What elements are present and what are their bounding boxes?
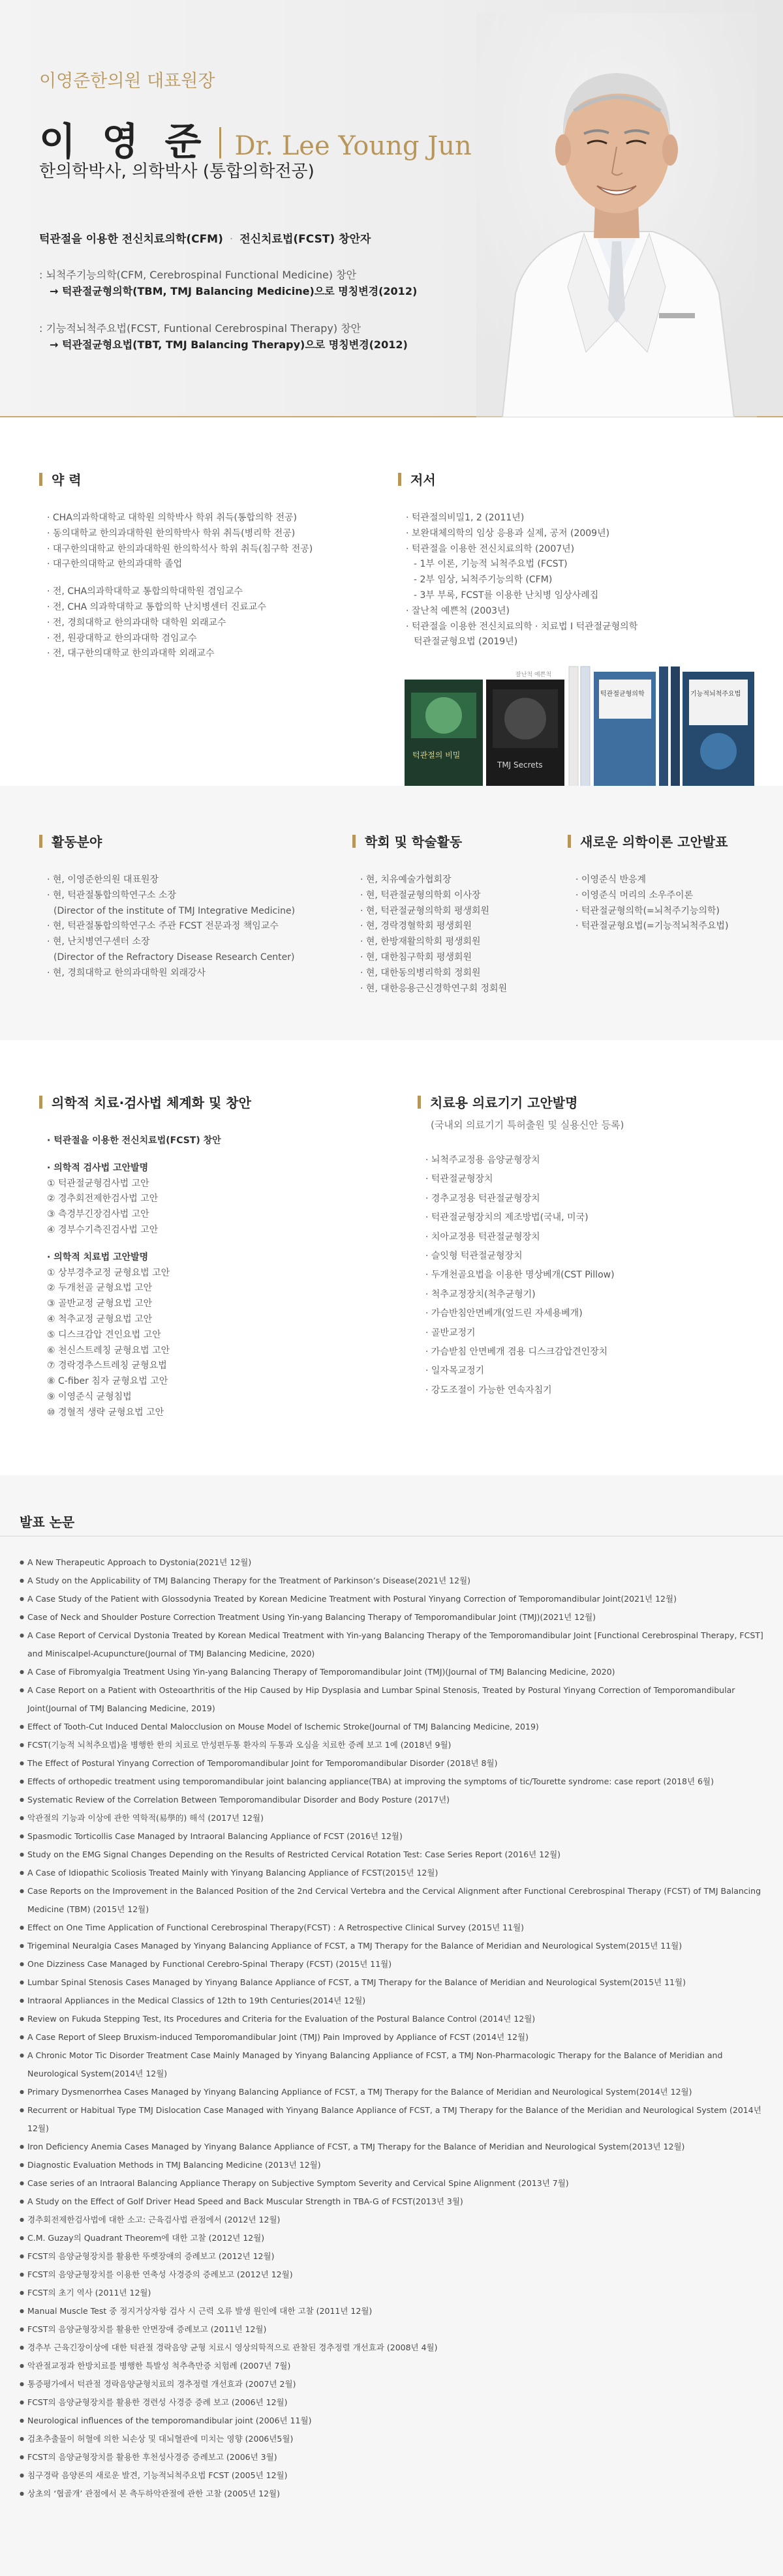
section-mark	[568, 835, 571, 848]
note-fcst-rename: → 턱관절균형요법(TBT, TMJ Balancing Therapy)으로 명칭변경(2012)	[50, 338, 408, 351]
publication-item: ● A Chronic Motor Tic Disorder Treatment Case Mainly Managed by Yinyang Balancing Appliance of FCST, a TMJ Non-Pharmacologic Therapy for the Balance of Meridian and Neurological System(2014년 12월)	[20, 2046, 763, 2083]
publication-item: ● Case of Neck and Shoulder Posture Correction Treatment Using Yin-yang Balancing Therapy of Temporomandibular Joint (TMJ)(2021년 12월)	[20, 1608, 763, 1626]
publications-title: 발표 논문	[20, 1514, 75, 1530]
hero-note-fcst	[39, 321, 408, 353]
career-books-section	[0, 419, 783, 784]
publication-item: ● Diagnostic Evaluation Methods in TMJ Balancing Medicine (2013년 12월)	[20, 2156, 763, 2174]
publication-item: ● Manual Muscle Test 중 정지거상자항 검사 시 근력 오류 발생 원인에 대한 고찰 (2011년 12월)	[20, 2302, 763, 2320]
exam-item: ④ 경부수기측진검사법 고안	[47, 1224, 159, 1235]
career-item: · 전, 경희대학교 한의과대학 대학원 외래교수	[47, 617, 226, 628]
publication-item: ● Effect on One Time Application of Functional Cerebrospinal Therapy(FCST) : A Retrospective Clinical Survey (2015년 11월)	[20, 1919, 763, 1937]
activity-column	[39, 831, 333, 981]
tagline-cfm: 턱관절을 이용한 전신치료의학(CFM)	[39, 233, 223, 246]
activity-item: · 현, 턱관절통합의학연구소 소장	[47, 890, 177, 901]
book-cover-title: 턱관절균형의학	[600, 691, 645, 698]
book-item: - 1부 이론, 기능적 뇌척주요법 (FCST)	[414, 559, 568, 570]
device-item: · 두개천골요법을 이용한 명상베개(CST Pillow)	[425, 1270, 615, 1281]
systems-lead: · 턱관절을 이용한 전신치료법(FCST) 창안	[47, 1135, 221, 1146]
section-mark	[39, 473, 42, 486]
treat-item: ⑧ C-fiber 침자 균형요법 고안	[47, 1376, 168, 1387]
device-item: · 치아교정용 턱관절균형장치	[425, 1231, 540, 1242]
treat-item: ① 상부경추교정 균형요법 고안	[47, 1267, 170, 1278]
activity-item: (Director of the institute of TMJ Integrative Medicine)	[54, 905, 296, 916]
device-item: · 척추교정장치(척추균형기)	[425, 1289, 536, 1300]
activity-item: · 현, 난치병연구센터 소장	[47, 936, 150, 948]
devices-list	[418, 1151, 770, 1400]
publication-item: ● FCST(기능적 뇌척추요법)을 병행한 한의 치료로 만성편두통 환자의 두통과 오심을 치료한 증례 보고 1예 (2018년 9월)	[20, 1736, 763, 1754]
devices-column	[418, 1092, 770, 1400]
career-list	[39, 511, 392, 662]
publication-item: ● Intraoral Appliances in the Medical Classics of 12th to 19th Centuries(2014년 12월)	[20, 1992, 763, 2010]
systems-column	[39, 1092, 392, 1421]
activity-item: · 현, 경희대학교 한의과대학원 외래강사	[47, 967, 206, 978]
publication-item: ● A Case of Idiopathic Scoliosis Treated Mainly with Yinyang Balancing Appliance of FCST(2015년 12월)	[20, 1864, 763, 1882]
career-item: · 대구한의대학교 한의과대학원 한의학석사 학위 취득(침구학 전공)	[47, 543, 313, 554]
book-covers-image	[398, 660, 763, 797]
publication-item: ● FCST의 음양균형장치를 활용한 경련성 사경증 증례 보고 (2006년 12월)	[20, 2393, 763, 2412]
device-item: · 턱관절균형장치	[425, 1174, 493, 1185]
society-item: · 현, 대한침구학회 평생회원	[360, 951, 472, 963]
publication-item: ● Iron Deficiency Anemia Cases Managed by Yinyang Balance Appliance of FCST, a TMJ Therapy for the Balance of Meridian and Neurological System(2013년 12월)	[20, 2138, 763, 2156]
systems-gap	[47, 1149, 392, 1161]
books-title: 저서	[398, 470, 763, 488]
books-column	[398, 470, 763, 650]
society-item: · 현, 대한응용근신경학연구회 정회원	[360, 983, 508, 994]
invention-item: · 이영준식 반응계	[576, 875, 647, 885]
treat-item: ③ 골반교정 균형요법 고안	[47, 1298, 153, 1310]
device-item: · 슬잇형 턱관절균형장치	[425, 1250, 523, 1261]
doctor-portrait	[476, 13, 757, 417]
publication-item: ● Study on the EMG Signal Changes Depending on the Results of Restricted Cervical Rotation Test: Case Series Report (2016년 12월)	[20, 1846, 763, 1864]
name-english: Dr. Lee Young Jun	[234, 131, 472, 161]
career-item: · 대구한의대학교 한의과대학 졸업	[47, 559, 183, 570]
career-title: 약 력	[39, 470, 392, 488]
invention-item: · 턱관절균형의학(=뇌척주기능의학)	[576, 905, 720, 916]
device-item: · 강도조절이 가능한 연속자침기	[425, 1385, 552, 1396]
book-cover-title: 잘난척 예쁜척	[515, 672, 552, 678]
hero-tagline	[39, 230, 371, 246]
activity-title: 활동분야	[39, 831, 333, 850]
publication-item: ● One Dizziness Case Managed by Functional Cerebro-Spinal Therapy (FCST) (2015년 11월)	[20, 1955, 763, 1973]
publication-item: ● Effect of Tooth-Cut Induced Dental Malocclusion on Mouse Model of Ischemic Stroke(Journal of TMJ Balancing Medicine, 2019)	[20, 1718, 763, 1736]
exam-item: ② 경추회전제한검사법 고안	[47, 1193, 159, 1205]
career-item: · 전, 대구한의대학교 한의과대학 외래교수	[47, 648, 215, 659]
career-item: · 동의대학교 한의과대학원 한의학박사 학위 취득(병리학 전공)	[47, 528, 296, 539]
section-mark	[352, 835, 356, 848]
activity-item: · 현, 이영준한의원 대표원장	[47, 875, 159, 885]
systems-devices-section	[0, 1043, 783, 1474]
societies-list	[352, 873, 548, 996]
publication-item: ● FCST의 초기 역사 (2011년 12월)	[20, 2284, 763, 2302]
career-item: · CHA의과학대학교 대학원 의학박사 학위 취득(통합의학 전공)	[47, 513, 298, 523]
publication-item: ● The Effect of Postural Yinyang Correction of Temporomandibular Joint for Temporomandibular Disorder (2018년 8월)	[20, 1754, 763, 1773]
systems-title: 의학적 치료·검사법 체계화 및 창안	[39, 1092, 392, 1111]
publication-item: ● Lumbar Spinal Stenosis Cases Managed by Yinyang Balance Appliance of FCST, a TMJ Therapy for the Balance of Meridian and Neurological System(2015년 11월)	[20, 1973, 763, 1992]
publication-item: ● FCST의 음양균형장치를 활용한 뚜렛장애의 증례보고 (2012년 12월)	[20, 2247, 763, 2266]
publication-item: ● Case series of an Intraoral Balancing Appliance Therapy on Subjective Symptom Severity and Cervical Spine Alignment (2013년 7월)	[20, 2174, 763, 2193]
books-list	[398, 511, 763, 650]
treat-item: ② 두개천골 균형요법 고안	[47, 1283, 153, 1294]
device-item: · 가슴반침안면베개(엎드린 자세용베개)	[425, 1308, 583, 1319]
societies-title: 학회 및 학술활동	[352, 831, 548, 850]
section-mark	[39, 835, 42, 848]
publication-item: ● Case Reports on the Improvement in the Balanced Position of the 2nd Cervical Vertebra and the Cervical Alignment after Functional Cerebrospinal Therapy (FCST) of TMJ Balancing Medicine (TBM) (2015년 12월)	[20, 1882, 763, 1919]
activity-list	[39, 873, 333, 981]
publication-item: ● 경추부 근육긴장이상에 대한 턱관절 경락음양 균형 치료시 영상의학적으로 관찰된 경추정렬 개선효과 (2008년 4월)	[20, 2339, 763, 2357]
devices-title: 치료용 의료기기 고안발명	[418, 1092, 770, 1111]
career-gap	[47, 573, 392, 584]
device-item: · 가슴받침 안면베개 겸용 디스크감압견인장치	[425, 1346, 608, 1357]
publication-item: ● Trigeminal Neuralgia Cases Managed by Yinyang Balancing Appliance of FCST, a TMJ Therapy for the Balance of Meridian and Neurological System(2015년 11월)	[20, 1937, 763, 1955]
career-column	[39, 470, 392, 662]
tagline-fcst: 전신치료법(FCST) 창안자	[239, 233, 371, 246]
publication-item: ● A Case of Fibromyalgia Treatment Using Yin-yang Balancing Therapy of Temporomandibular Joint (TMJ)(Journal of TMJ Balancing Medicine, 2020)	[20, 1663, 763, 1681]
book-item: - 3부 부록, FCST를 이용한 난치병 임상사례집	[414, 590, 599, 601]
society-item: · 현, 한방재활의학회 평생회원	[360, 936, 481, 948]
inventions-column	[568, 831, 776, 935]
note-cfm-rename: → 턱관절균형의학(TBM, TMJ Balancing Medicine)으로 명칭변경(2012)	[50, 284, 418, 297]
book-cover-title: 턱관절의 비밀	[412, 751, 461, 760]
publication-item: ● A Case Study of the Patient with Glossodynia Treated by Korean Medicine Treatment with Postural Yinyang Correction of Temporomandibular Joint(2021년 12월)	[20, 1590, 763, 1608]
society-item: · 현, 대한동의병리학회 정회원	[360, 967, 481, 978]
devices-subtitle: (국내외 의료기기 특허출원 및 실용신안 등록)	[431, 1119, 624, 1131]
systems-gap	[47, 1238, 392, 1250]
book-item: · 턱관절을 이용한 전신치료의학 (2007년)	[406, 543, 575, 554]
career-item: · 전, CHA의과학대학교 통합의학대학원 겸임교수	[47, 586, 243, 597]
tagline-separator: ·	[229, 233, 234, 246]
book-item: · 턱관절의비밀1, 2 (2011년)	[406, 513, 525, 523]
treat-heading: · 의학적 치료법 고안발명	[47, 1251, 149, 1263]
book-item: · 보완대체의학의 임상 응용과 실제, 공저 (2009년)	[406, 528, 610, 539]
publication-item: ● Review on Fukuda Stepping Test, Its Procedures and Criteria for the Evaluation of the Postural Balance Control (2014년 12월)	[20, 2010, 763, 2028]
career-item: · 전, 원광대학교 한의과대학 겸임교수	[47, 633, 197, 644]
treat-item: ⑦ 경락경추스트레칭 균형요법	[47, 1360, 167, 1371]
publication-item: ● A Case Report of Cervical Dystonia Treated by Korean Medical Treatment with Yin-yang Balancing Therapy of the Temporomandibular Joint [Functional Cerebrospinal Therapy, FCST] and Miniscalpel-Acupuncture(Journal of TMJ Balancing Medicine, 2020)	[20, 1626, 763, 1663]
activity-item: · 현, 턱관절통합의학연구소 주관 FCST 전문과정 책임교수	[47, 921, 279, 932]
systems-list	[39, 1133, 392, 1421]
book-item: · 잘난척 예쁜척 (2003년)	[406, 605, 510, 616]
device-item: · 골반교정기	[425, 1327, 476, 1338]
treat-item: ④ 척추교정 균형요법 고안	[47, 1313, 153, 1325]
publications-list	[20, 1553, 763, 2503]
publication-item: ● Recurrent or Habitual Type TMJ Dislocation Case Managed with Yinyang Balance Appliance of FCST, a TMJ Therapy for the Balance of the Meridian and Neurological System (2014년 12월)	[20, 2101, 763, 2138]
name-divider	[219, 127, 221, 158]
treat-item: ⑤ 디스크감압 견인요법 고안	[47, 1329, 161, 1340]
publication-item: ● Systematic Review of the Correlation Between Temporomandibular Disorder and Body Posture (2017년)	[20, 1791, 763, 1809]
publication-item: ● C.M. Guzay의 Quadrant Theorem에 대한 고찰 (2012년 12월)	[20, 2229, 763, 2247]
treat-item: ⑩ 경혈적 생략 균형요법 고안	[47, 1407, 164, 1418]
section-mark	[398, 473, 401, 486]
note-fcst-origin: : 기능적뇌척주요법(FCST, Funtional Cerebrospinal Therapy) 창안	[39, 322, 361, 335]
society-item: · 현, 경락경혈학회 평생회원	[360, 921, 472, 932]
hero-degree: 한의학박사, 의학박사 (통합의학전공)	[39, 162, 315, 181]
note-cfm-origin: : 뇌척주기능의학(CFM, Cerebrospinal Functional Medicine) 창안	[39, 269, 357, 281]
activities-section	[0, 786, 783, 1040]
societies-column	[352, 831, 548, 996]
name-korean: 이 영 준	[39, 119, 208, 164]
book-item: · 턱관절을 이용한 전신치료의학 · 치료법 I 턱관절균형의학	[406, 621, 638, 632]
device-item: · 경추교정용 턱관절균형장치	[425, 1193, 540, 1204]
career-item: · 전, CHA 의과학대학교 통합의학 난치병센터 진료교수	[47, 601, 266, 612]
invention-item: · 턱관절균형요법(=기능적뇌척주요법)	[576, 921, 729, 932]
society-item: · 현, 치유예술가협회장	[360, 875, 452, 885]
hero-note-cfm	[39, 267, 417, 300]
hero-section	[0, 0, 783, 417]
publication-item: ● 경추회전제한검사법에 대한 소고: 근육검사법 관점에서 (2012년 12월)	[20, 2211, 763, 2229]
publication-item: ● 침구경락 음양론의 새로운 발견, 기능적뇌척주요법 FCST (2005년 12월)	[20, 2466, 763, 2485]
book-item: - 2부 임상, 뇌척주기능의학 (CFM)	[414, 575, 553, 586]
exam-item: ③ 측경부긴장검사법 고안	[47, 1209, 149, 1220]
publication-item: ● 상초의 ‘협골개’ 관점에서 본 측두하악관절에 관한 고찰 (2005년 12월)	[20, 2485, 763, 2503]
section-mark	[418, 1096, 421, 1109]
publication-item: ● Spasmodic Torticollis Case Managed by Intraoral Balancing Appliance of FCST (2016년 12월)	[20, 1827, 763, 1846]
publication-item: ● A Case Report of Sleep Bruxism-induced Temporomandibular Joint (TMJ) Pain Improved by Appliance of FCST (2014년 12월)	[20, 2028, 763, 2046]
book-item: 턱관절균형요법 (2019년)	[414, 637, 518, 648]
publication-item: ● A Study on the Applicability of TMJ Balancing Therapy for the Treatment of Parkinson’s Disease(2021년 12월)	[20, 1572, 763, 1590]
device-item: · 턱관절균형장치의 제조방법(국내, 미국)	[425, 1212, 589, 1223]
publication-item: ● 악관절교정과 한방치료를 병행한 특발성 척추측만증 치험례 (2007년 7월)	[20, 2357, 763, 2375]
publication-item: ● 검초추출물이 허혈에 의한 뇌손상 및 대뇌혈관에 미치는 영향 (2006년5월)	[20, 2430, 763, 2448]
publication-item: ● Effects of orthopedic treatment using temporomandibular joint balancing appliance(TBA) at improving the symptoms of tic/Tourette syndrome: case report (2018년 6월)	[20, 1773, 763, 1791]
exam-item: ① 턱관절균형검사법 고안	[47, 1178, 149, 1189]
activity-item: (Director of the Refractory Disease Research Center)	[54, 951, 295, 963]
publication-item: ● Neurological influences of the temporomandibular joint (2006년 11월)	[20, 2412, 763, 2430]
society-item: · 현, 턱관절균형의학회 평생회원	[360, 905, 490, 916]
book-cover-title: TMJ Secrets	[497, 760, 543, 770]
device-item: · 뇌척주교정용 음양균형장치	[425, 1155, 540, 1165]
publication-item: ● FCST의 음양균형장치를 활용한 후천성사경증 증례보고 (2006년 3월)	[20, 2448, 763, 2466]
exam-heading: · 의학적 검사법 고안발명	[47, 1162, 149, 1173]
publication-item: ● 통증평가에서 턱관절 경락음양균형치료의 경추정렬 개선효과 (2007년 2월)	[20, 2375, 763, 2393]
treat-item: ⑥ 천신스트레칭 균형요법 고안	[47, 1345, 170, 1356]
invention-item: · 이영준식 머리의 소우주이론	[576, 890, 694, 901]
device-item: · 일자목교정기	[425, 1366, 485, 1377]
publication-item: ● 악관절의 기능과 이상에 관한 역학적(易學的) 해석 (2017년 12월)	[20, 1809, 763, 1827]
book-cover-title: 기능적뇌척주요법	[690, 691, 741, 698]
section-mark	[39, 1096, 42, 1109]
hero-role: 이영준한의원 대표원장	[39, 71, 215, 91]
inventions-title: 새로운 의학이론 고안발표	[568, 831, 776, 850]
inventions-list	[568, 873, 776, 935]
publication-item: ● A New Therapeutic Approach to Dystonia(2021년 12월)	[20, 1553, 763, 1572]
publication-item: ● FCST의 음양균형장치를 이용한 연축성 사경증의 증례보고 (2012년 12월)	[20, 2266, 763, 2284]
publication-item: ● A Study on the Effect of Golf Driver Head Speed and Back Muscular Strength in TBA-G of FCST(2013년 3월)	[20, 2193, 763, 2211]
publication-item: ● A Case Report on a Patient with Osteoarthritis of the Hip Caused by Hip Dysplasia and Lumbar Spinal Stenosis, Treated by Postural Yinyang Correction of Temporomandibular Joint(Journal of TMJ Balancing Medicine, 2019)	[20, 1681, 763, 1718]
publication-item: ● FCST의 음양균형장치를 활용한 안면장애 증례보고 (2011년 12월)	[20, 2320, 763, 2339]
publication-item: ● Primary Dysmenorrhea Cases Managed by Yinyang Balancing Appliance of FCST, a TMJ Therapy for the Balance of Meridian and Neurological System(2014년 12월)	[20, 2083, 763, 2101]
society-item: · 현, 턱관절균형의학회 이사장	[360, 890, 481, 901]
treat-item: ⑨ 이영준식 균형침법	[47, 1391, 132, 1402]
